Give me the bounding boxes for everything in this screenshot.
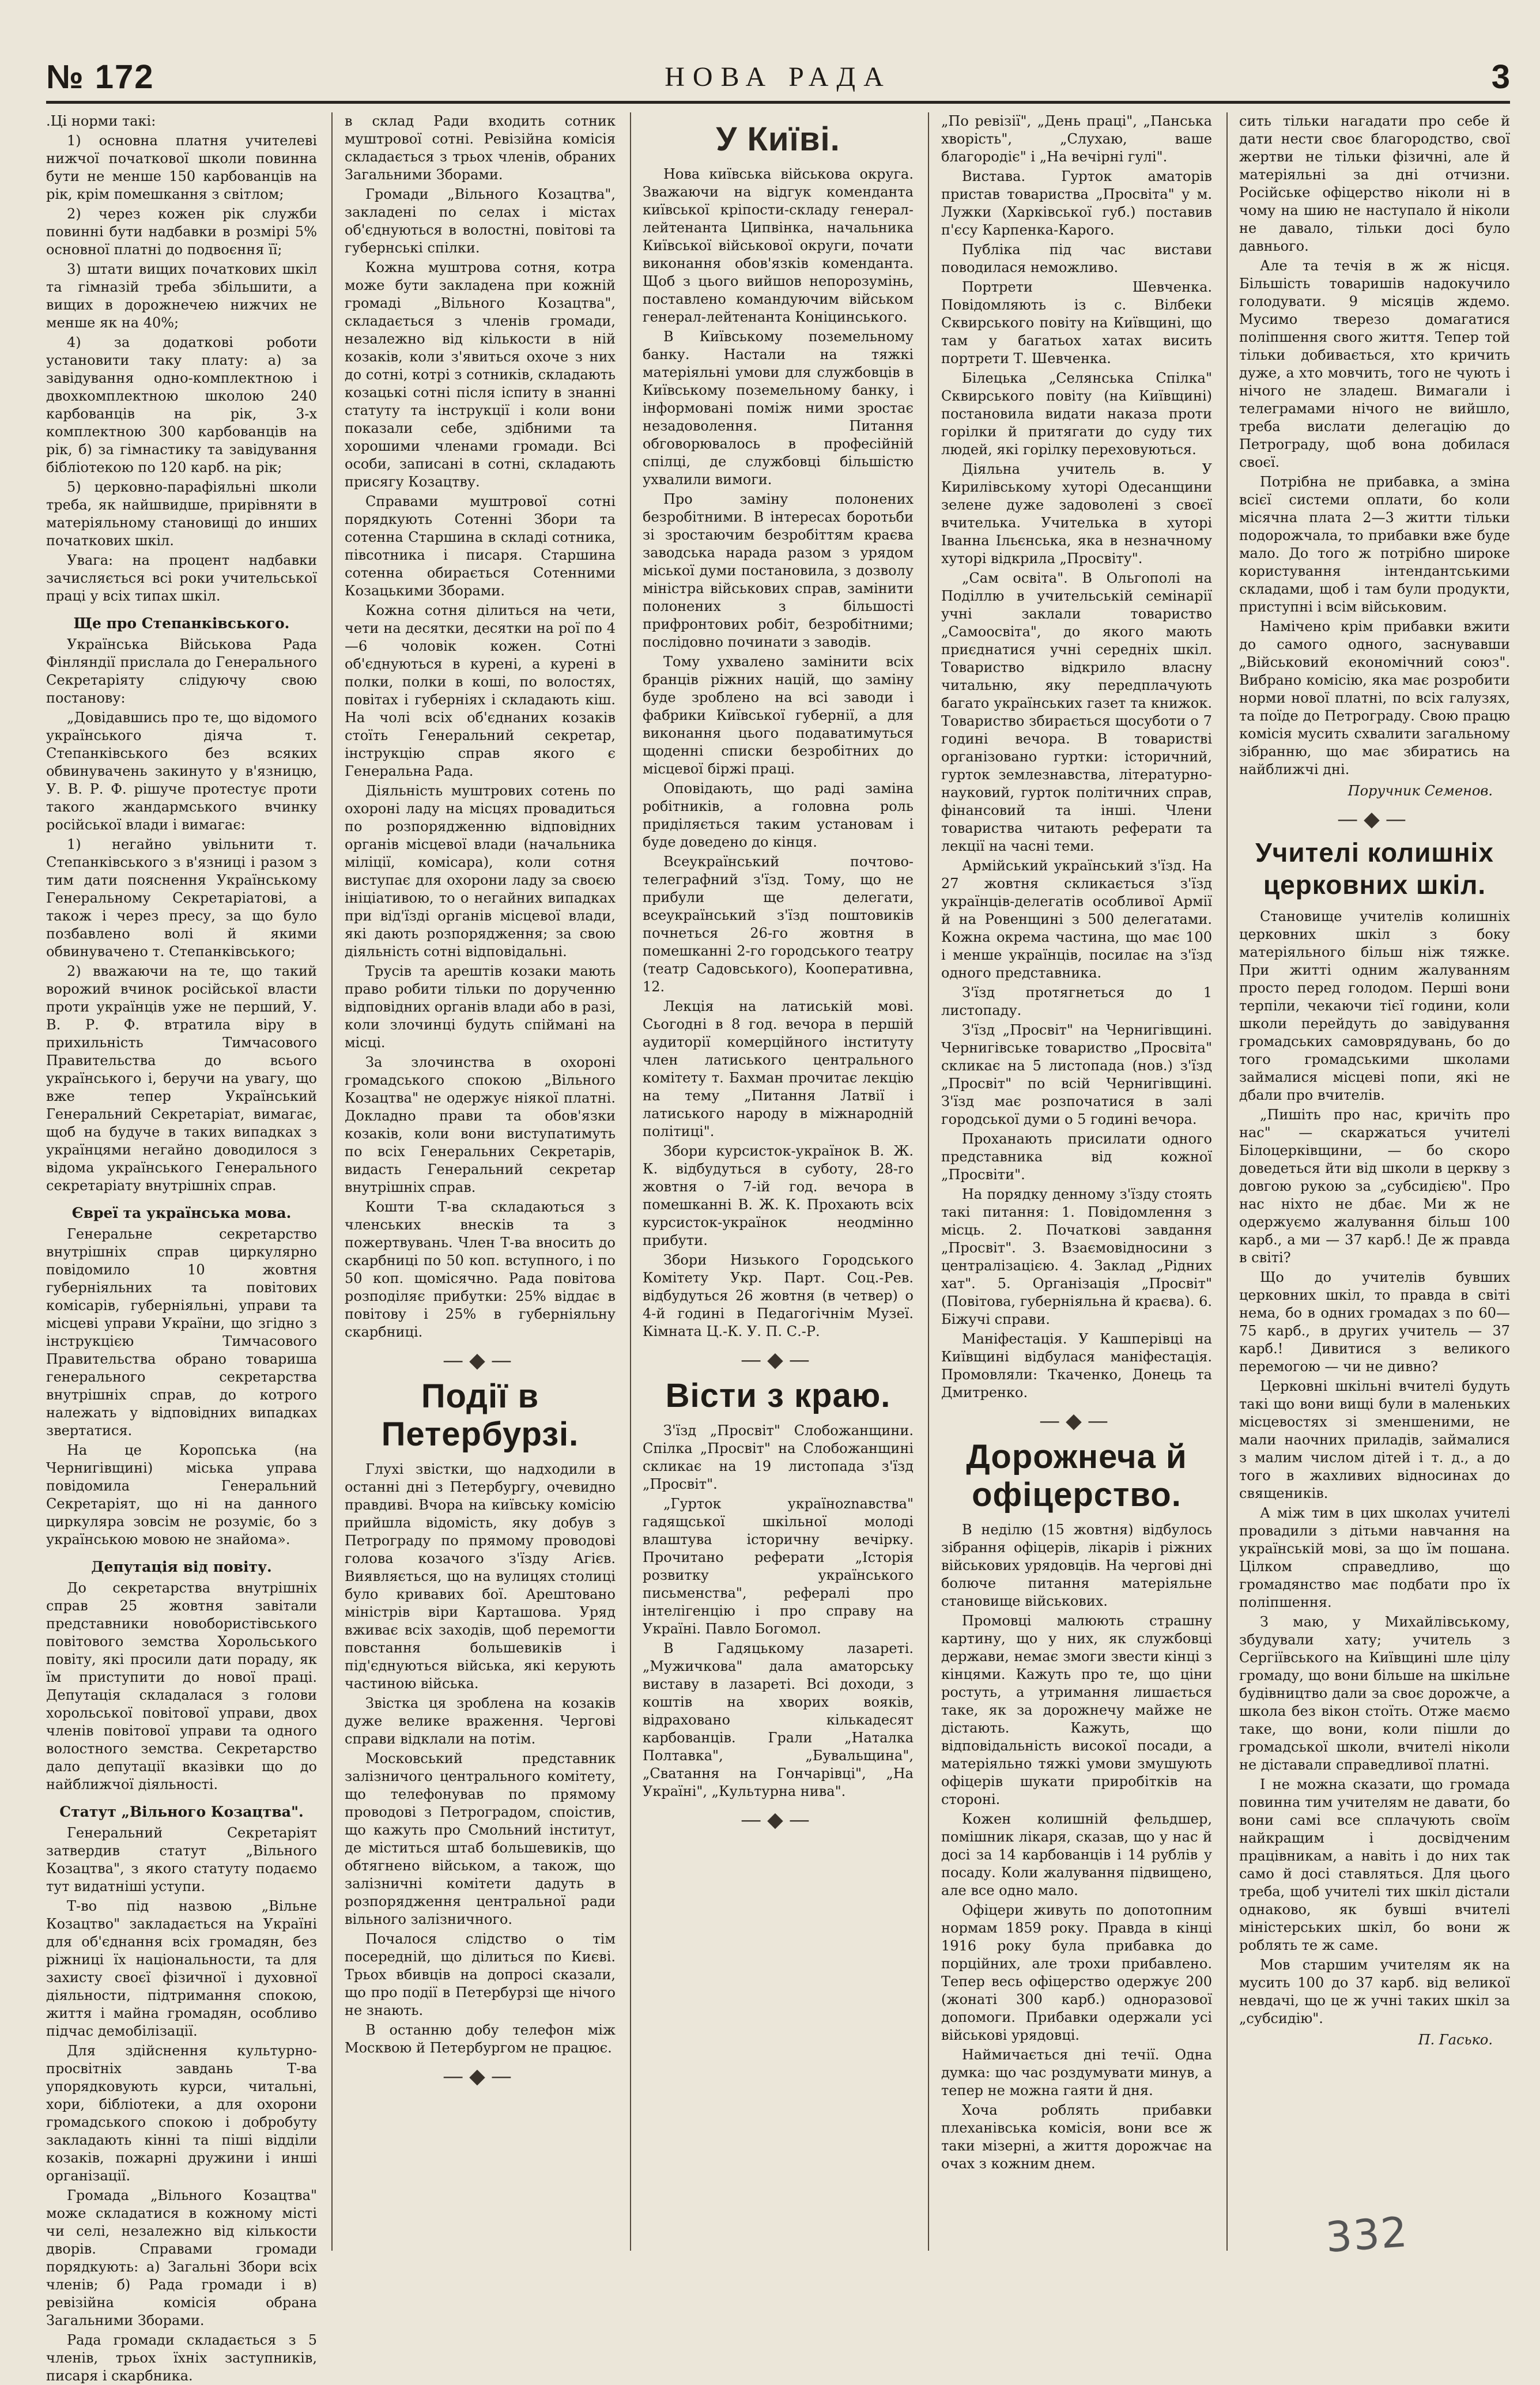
news-item: В Київському поземельному банку. Настали на тяжкі матеріяльні умови для службовців в Київському поземельному банку, і інформовані поміж ними зростає незадоволення. Питання обговорювалось в професійній спілці, де службовці більшістю ухвалили вимоги. <box>643 329 914 488</box>
section-heading: Статут „Вільного Козацтва". <box>59 1803 304 1820</box>
article-paragraph: Громади „Вільного Козацтва", закладені по селах і містах об'єднуються в волостні, повітові та губернські спілки. <box>345 186 616 256</box>
news-item: „Гурток україноznавства" гадящської шкільної молоді влаштува історичну вечірку. Прочитано реферати „Історія розвитку українського письменства", рефералі про інтелігенцію і про справу на Україні. Павло Богомол. <box>643 1496 914 1637</box>
news-item: Маніфестація. У Кашперівці на Київщині відбулася маніфестація. Промовляли: Ткаченко, Донець та Дмитренко. <box>941 1331 1212 1401</box>
news-item: Армійський український з'їзд. На 27 жовтня скликається з'їзд українців-делегатів особливої Армії й на Ровенщині з 500 делегатами. Кожна окрема частина, що має 100 і менше українців, посилає на з'їзд одного представника. <box>941 858 1212 981</box>
section-heading: Ще про Степанківського. <box>73 615 290 632</box>
norm-item: 2) через кожен рік служби повинні бути надбавки в розмірі 5% основної платні до подвоєння її; <box>46 206 317 258</box>
ornament-divider: —◆— <box>741 1808 816 1832</box>
news-item: Проханають присилати одного представника від кожної „Просвіти". <box>941 1131 1212 1183</box>
article-paragraph: Діяльність муштрових сотень по охороні ладу на місцях провадиться по розпорядженню відповідних органів місцевої влади (начальника міліції, комісара), коли сотня виступає для охорони ладу за своєю ініціативою, то о негайних випадках при від'їзді органів місцевої влади, які дають розпорядження; за свою діяльність сотні відповідальні. <box>345 783 616 960</box>
article-paragraph: Але та течія в ж ж нісця. Більшість товаришів надокучило голодувати. 9 місяців ждемо. Мусимо тверезо домагатися поліпшення свого життя. Тепер той тільки добивається, хто кричить дуже, а хто мовчить, того не чують і нічого не зладеш. Вимагали і телеграмами нічого не вийшло, треба вислати делегацію до Петрограду, щоб вона добилася своєї. <box>1239 258 1510 470</box>
norm-item: 5) церковно-парафіяльні школи треба, як найшвидше, прирівняти в матеріяльному становищі до инших початкових шкіл. <box>46 479 317 549</box>
article-paragraph: Для здійснення культурно-просвітніх завдань Т-ва упорядковують курси, читальні, хори, бібліотеки, а для охорони громадського спокою і добробуту закладають кінні та піші відділи козаків, пожарні дружини і инші організації. <box>46 2043 317 2184</box>
column-1 <box>46 112 317 2384</box>
article-paragraph: Що до учителів бувших церковних шкіл, то правда в світі нема, бо в одних громадах з по 60—75 карб., в других учитель — 37 карб.! Дивитися з великого перемогою — чи не дивно? <box>1239 1269 1510 1375</box>
newspaper-title: НОВА РАДА <box>665 62 892 92</box>
article-paragraph: Церковні шкільні вчителі будуть такі що вони вищі були в маленьких місцевостях зі зменшеними, не мали наочних приладів, займалися з малим числом дітей і т. д., а до того в жахливих відносинах до священиків. <box>1239 1378 1510 1501</box>
article-paragraph: Намічено крім прибавки вжити до самого одного, заснувавши „Військовий економічний союз". Вибрано комісію, яка має розробити норми нової платні, по всіх галузях, та поїде до Петрограду. Свою працю комісія мусить схвалити загальному зібранню, що має збиратись на найближчі дні. <box>1239 618 1510 778</box>
headline-high-prices: Дорожнеча й офіцерство. <box>966 1438 1187 1514</box>
news-item: Портрети Шевченка. Повідомляють із с. Вілбеки Сквирського повіту на Київщині, що там у багатьох хатах висить портрети Т. Шевченка. <box>941 279 1212 367</box>
ornament-divider: —◆— <box>443 1349 518 1372</box>
column-5 <box>1239 112 1510 2256</box>
article-paragraph: Громада „Вільного Козацтва" може складатися в кожному місті чи селі, незалежно від кількости дворів. Справами громади порядкують: а) Загальні Збори всіх членів; б) Рада громади і в) ревізійна комісія обрана Загальними Зборами. <box>46 2187 317 2329</box>
article-paragraph: Генеральне секретарство внутрішніх справ циркулярно повідомило 10 жовтня губерніяльних та повітових комісарів, губерніяльні, управи та місцеві управи України, що згідно з інструкцією Тимчасового Правительства обрано товариша генерального секретарства внутрішніх справ, до котрого належать у відповідних випадках звертатися. <box>46 1226 317 1439</box>
news-item: Збори курсисток-українок В. Ж. К. відбудуться в суботу, 28-го жовтня о 7-ій год. вечора в помешканні В. Ж. К. Прохають всіх курсисток-українок неодмінно прибути. <box>643 1143 914 1248</box>
article-paragraph: До секретарства внутрішніх справ 25 жовтня завітали представники новобористівського повітового земства Хорольського повіту, які просили дати пораду, як їм приступити до нової праці. Депутація складалася з голови хорольської повітової управи, двох членів повітової управи та одного волостного земства. Секретарство дало депутації вказівки що до найближчої діяльності. <box>46 1580 317 1792</box>
norm-item: 4) за додаткові роботи установити таку плату: а) за завідування одно-комплектною і двохкомплектною школою 240 карбованців на рік, 3-х комплектною 300 карбованців на рік, б) за гімнастику та завідування бібліотекою по 120 карб. на рік; <box>46 334 317 476</box>
author-signature: П. Гасько. <box>1418 2032 1493 2048</box>
masthead <box>46 58 1510 112</box>
article-paragraph: Кожна муштрова сотня, котра може бути закладена при кожній громаді „Вільного Козацтва", складається з членів громади, незалежно від кількости в ній козаків, коли з'явиться охоче з них до сотні, котрі з сотників, складають козацькі сотні після іспиту в знанні статуту та інструкції і коли вони показали себе, здібними та хорошими членами громади. Всі особи, записані в сотні, складають присягу Козацтву. <box>345 259 616 490</box>
article-paragraph: Потрібна не прибавка, а зміна всієї системи оплати, бо коли місячна плата 2—3 житти тільки подорожчала, то прибавки вже буде мало. До того ж потрібно широке користування інтендантськими складами, щоб і там були продукти, приступні і всім військовим. <box>1239 474 1510 615</box>
headline-teachers: Учителі колишніх церковних шкіл. <box>1255 837 1494 900</box>
ornament-divider: —◆— <box>741 1348 816 1372</box>
article-paragraph: Кошти Т-ва складаються з членських внесків та з пожертвувань. Член Т-ва вносить до скарбниці по 50 коп. вступного, і по 50 коп. щомісячно. Рада повітова розподіляє прибутки: 25% віддає в повітову і 25% в губерніяльну скарбниці. <box>345 1199 616 1340</box>
section-heading: Депутація від повіту. <box>91 1558 272 1575</box>
article-paragraph: Кожен колишній фельдшер, помішник лікаря, сказав, що у нас й досі за 14 карбованців і 14 рублів у посаду. Коли жалування підвищено, але все одно мало. <box>941 1811 1212 1899</box>
article-paragraph: 2) вважаючи на те, що такий ворожий вчинок російської власти проти українців уже не перший, У. В. Р. Ф. втратила віру в прихильність Тимчасового Правительства до всього українського і, беручи на увагу, що вже тепер Український Генеральний Секретаріат, вимагає, щоб на будуче в таких випадках з українцями негайно доводилося з відома українського Генерального секретаріату внутрішніх справ. <box>46 963 317 1194</box>
column-2 <box>345 112 616 2256</box>
section-heading: Євреї та українська мова. <box>71 1205 292 1221</box>
news-item: Діяльна учитель в. У Кирилівському хуторі Одесанщини зелене дуже задоволені з своєї вчителька. Учителька в хуторі Іванна Ільєнська, яка в незначному хуторі відкрила „Просвіту". <box>941 461 1212 567</box>
article-paragraph: Т-во під назвою „Вільне Козацтво" закладається на Україні для об'єднання всіх громадян, без ріжниці їх національности, та для захисту своєї фізичної і духовної діяльности, підтримання спокою, життя і майна громадян, особливо підчас демобілізації. <box>46 1898 317 2039</box>
author-signature: Поручник Семенов. <box>1348 783 1493 799</box>
header-rule <box>46 101 1510 104</box>
column-divider <box>928 112 929 2251</box>
article-paragraph: Становище учителів колишніх церковних шкіл з боку матеріяльного більш ніж тяжке. При житті одним жалуванням просто перед голодом. Перші вони терпіли, чекаючи тієї години, коли школи перейдуть до завідування громадських самоврядувань, бо до того громадськими школами займалися місцеві попи, які не дбали про вчителів. <box>1239 908 1510 1103</box>
column-3 <box>643 112 914 2256</box>
article-paragraph: І не можна сказати, що громада повинна тим учителям не давати, бо вони самі все сплачують своїм найкращим і досвідченим працівникам, а навіть і до них так само й досі ставляться. Для цього треба, щоб учителі тих шкіл дістали однаково, як бувші вчителі міністерських шкіл, бо вони ж роблять те ж саме. <box>1239 1776 1510 1953</box>
article-paragraph: Офіцери живуть по допотопним нормам 1859 року. Правда в кінці 1916 року була прибавка до порційних, але трохи прибавлено. Тепер весь офіцерство одержує 200 (жонаті 300 карб.) одноразової допомоги. Прибавки одержали усі військові урядовці. <box>941 1902 1212 2043</box>
news-item: „По ревізії", „День праці", „Панська хворість", „Слухаю, ваше благородіє" і „На вечірні гулі". <box>941 113 1212 165</box>
headline-kyiv: У Київі. <box>716 120 840 158</box>
news-item: Лекція на латиській мові. Сьогодні в 8 год. вечора в першій аудиторії комерційного інституту член латиського центрального комітету т. Бахман прочитає лекцію на тему „Питання Латвії і латиського народу в міжнародній політиці". <box>643 998 914 1139</box>
column-divider <box>331 112 333 2251</box>
news-item: Нова київська військова округа. Зважаючи на відгук коменданта київської кріпости-складу генерал-лейтенанта Ципвінка, начальника Київської військової округи, почати виконання обов'язків коменданта. Щоб з цього вийшов непорозумінь, поставлено командуючим військом генерал-лейтенанта Коніцинського. <box>643 166 914 325</box>
news-item: Публіка під час вистави поводилася неможливо. <box>941 241 1212 276</box>
issue-number: № 172 <box>46 58 154 96</box>
ornament-divider: —◆— <box>1039 1409 1114 1433</box>
news-item: На порядку денному з'їзду стоять такі питання: 1. Повідомлення з місць. 2. Початкові завдання „Просвіт". 3. Взаємовідносини з централізацією. 4. Заклад „Рідних хат". 5. Організація „Просвіт" (Повітова, губерніяльна й краєва). 6. Біжучі справи. <box>941 1186 1212 1327</box>
article-paragraph: Глухі звістки, що надходили в останні дні з Петербургу, очевидно правдиві. Вчора на київську комісію прийшла відомість, яку добув з Петрограду по прямому проводові голова козачого з'їзду Агієв. Виявляється, що на вулицях столиці було кривавих бої. Арештовано міністрів віри Карташова. Уряд вживає всіх заходів, щоб перемогти повстання большевиків і під'єднуються війська, які керують частиною війська. <box>345 1461 616 1692</box>
news-item: „Сам освіта". В Ольгополі на Поділлю в учительській семінарії учні заклали товариство „Самоосвіта", до якого мають приєднатися учні середніх шкіл. Товариство відкрило власну читальню, яку передплачують багато українських газет та книжок. Товариство збирається щосуботи о 7 годині вечора. В товаристві організовано гуртки: історичний, гурток землезнавства, літературно-науковий, гурток політичних справ, фінансовий та інші. Члени товариства читають реферати та лекції на часні теми. <box>941 570 1212 854</box>
news-item: З'їзд „Просвіт" Слобожанщини. Спілка „Просвіт" на Слобожанщині скликає на 19 листопада з'їзд „Просвіт". <box>643 1422 914 1492</box>
column-divider <box>630 112 631 2251</box>
headline-petersburg: Події в Петербурзі. <box>381 1378 579 1453</box>
article-paragraph: Почалося слідство о тім посередній, що ділиться по Києві. Трьох вбивців на допросі сказали, що про події в Петербурзі ще нічого не знають. <box>345 1931 616 2018</box>
article-paragraph: Кожна сотня ділиться на чети, чети на десятки, десятки на рої по 4—6 чоловік кожен. Сотні об'єднуються в курені, а курені в полки, полки в коші, по волостях, повітах і губерніях і складають кіш. На чолі всіх об'єднаних козаків стоїть Генеральний секретар, інструкцію справ якого є Генеральна Рада. <box>345 602 616 779</box>
headline-regional-news: Вісти з краю. <box>665 1377 891 1414</box>
article-paragraph: Рада громади складається з 5 членів, трьох їхніх заступників, писаря і скарбника. <box>46 2332 317 2384</box>
page-number: 3 <box>1491 58 1510 96</box>
article-paragraph: Промовці малюють страшну картину, що у них, як службовці держави, немає змоги звести кінці з кінцями. Кажуть про те, що ціни ростуть, а утримання лишається таке, як за дорожнечу майже не дістають. Кажуть, що відповідальність високої посади, а матеріяльно тяжкі умови змушують офіцерів шукати приробітків на стороні. <box>941 1613 1212 1807</box>
article-paragraph: З маю, у Михайлівському, збудували хату; учитель з Сергіївського на Київщині шле цілу громаду, що вони більше на шкільне будівництво дали за своє дорожче, а школа без вікон стоїть. Отже маємо таке, що вони, коли пішли до громадської школи, вчителі ніколи не діставали справедливої платні. <box>1239 1614 1510 1773</box>
ornament-divider: —◆— <box>443 2065 518 2088</box>
article-paragraph: В неділю (15 жовтня) відбулось зібрання офіцерів, лікарів і ріжних військових урядовців. На чергові дні болюче питання матеріяльне становище військових. <box>941 1522 1212 1609</box>
ornament-divider: —◆— <box>1337 807 1412 831</box>
intro-line: .Ці норми такі: <box>46 113 156 129</box>
article-paragraph: Хоча роблять прибавки плеханівська комісія, вони все ж таки мізерні, а життя дорожчає на очах з кожним днем. <box>941 2102 1212 2172</box>
article-paragraph: Наймичається дні течії. Одна думка: що час роздумувати минув, а тепер не можна гаяти й дня. <box>941 2047 1212 2099</box>
archive-stamp-number: 332 <box>1324 2207 1410 2262</box>
norm-item: 1) основна платня учителеві нижчої початкової школи повинна бути не менше 150 карбованців на рік, крім помешкання з світлом; <box>46 133 317 202</box>
news-item: Всеукраїнський почтово-телеграфний з'їзд. Тому, що не прибули ще делегати, всеукраїнський з'їзд поштовиків почнеться 26-го жовтня в помешканні 2-го городського театру (театр Садовського), Кооперативна, 12. <box>643 854 914 995</box>
article-paragraph: „Довідавшись про те, що відомого українського діяча т. Степанківського без всяких обвинувачень закинуто у в'язницю, У. В. Р. Ф. рішуче протестує проти такого жандармського вчинку російської влади і вимагає: <box>46 710 317 833</box>
article-paragraph: Справами муштрової сотні порядкують Сотенні Збори та сотенна Старшина в складі сотника, півсотника і писаря. Старшина сотенна обирається Сотенними Козацькими Зборами. <box>345 493 616 599</box>
news-item: В Гадяцькому лазареті. „Мужичкова" дала аматорську виставу в лазареті. Всі доходи, з коштів на хворих вояків, відраховано кількадесят карбованців. Грали „Наталка Полтавка", „Бувальщина", „Сватання на Гончарівці", „На Україні", „Культурна нива". <box>643 1640 914 1799</box>
article-paragraph: 1) негайно увільнити т. Степанківського з в'язниці і разом з тим дати пояснення Українському Генеральному Секретаріатові, а також і через пресу, за що було позбавлено волі й якими обвинувачено т. Степанківського; <box>46 836 317 960</box>
article-paragraph: В останню добу телефон між Москвою й Петербургом не працює. <box>345 2022 616 2056</box>
news-item: Тому ухвалено замінити всіх бранців ріжних націй, що заміну буде зроблено на всі заводи і фабрики Київської губернії, а для виконання цього подаватимуться щоденні списки безробітних до місцевої біржі праці. <box>643 654 914 777</box>
column-divider <box>1226 112 1228 2251</box>
news-item: Збори Низького Городського Комітету Укр. Парт. Соц.-Рев. відбудуться 26 жовтня (в четвер) о 4-й годині в Педагогічнім Музеї. Кімната Ц.-К. У. П. С.-Р. <box>643 1252 914 1339</box>
news-item: З'їзд „Просвіт" на Чернигівщині. Чернигівське товариство „Просвіта" скликає на 5 листопада (нов.) з'їзд „Просвіт" по всій Чернигівщині. З'їзд має розпочатися в залі городської думи о 5 годині вечора. <box>941 1022 1212 1127</box>
article-paragraph: Мов старшим учителям як на мусить 100 до 37 карб. від великої невдачі, що це ж учні таких шкіл за „субсидію". <box>1239 1957 1510 2027</box>
article-paragraph: А між тим в цих школах учителі провадили з дітьми навчання на українській мові, за що їм пошана. Цілком справедливо, що громадянство має подбати про їх поліпшення. <box>1239 1505 1510 1610</box>
news-item: З'їзд протягнеться до 1 листопаду. <box>941 984 1212 1018</box>
article-paragraph: „Пишіть про нас, кричіть про нас" — скаржаться учителі Білоцерківщини, — бо скоро доведеться йти від школи в церкву з довгою рукою за „субсидією". Про нас ніхто не дбає. Ми ж не одержуємо жалування більш 100 карб., а ми — 37 карб.! Де ж правда в світі? <box>1239 1107 1510 1266</box>
norm-item: 3) штати вищих початкових шкіл та гімназій треба збільшити, а вищих в дорожнечею нижчих не менше як на 40%; <box>46 261 317 331</box>
article-paragraph: Звістка ця зроблена на козаків дуже велике враження. Чергові справи відклали на потім. <box>345 1695 616 1747</box>
article-paragraph: Українська Військова Рада Фінляндії прислала до Генерального Секретаріяту слідуючу свою постанову: <box>46 636 317 706</box>
article-paragraph: Генеральний Секретаріят затвердив статут „Вільного Козацтва", з якого статуту подаємо тут видатніші уступи. <box>46 1825 317 1895</box>
note-paragraph: Увага: на процент надбавки зачисляється всі роки учительської праці у всіх типах шкіл. <box>46 552 317 604</box>
article-paragraph: За злочинства в охороні громадського спокою „Вільного Козацтва" не одержує ніякої платні. Докладно прави та обов'язки козаків, коли вони виступатимуть по всіх Генеральних Секретарів, видасть Генеральний секретар внутрішніх справ. <box>345 1054 616 1195</box>
article-paragraph: сить тільки нагадати про себе й дати нести своє благородство, свої жертви не тільки фізичні, але й матеріяльні за дні отчизни. Російське офіцерство ніколи ні в чому на шию не наступало й ніколи не давало, тільки досі було давнього. <box>1239 113 1510 254</box>
article-paragraph: в склад Ради входить сотник муштрової сотні. Ревізійна комісія складається з трьох членів, обраних Загальними Зборами. <box>345 113 616 183</box>
article-paragraph: Московський представник залізничого центрального комітету, що телефонував по прямому проводові з Петроградом, споістив, що кажуть про Смольний інститут, де міститься штаб большевиків, що обтягнено військом, а також, що залізничні комітети дадуть в розпорядження центральної ради вільного залізничного. <box>345 1750 616 1927</box>
article-paragraph: Трусів та арештів козаки мають право робити тільки по дорученню відповідних органів влади або в разі, коли злочинці будуть спіймані на місці. <box>345 963 616 1051</box>
article-paragraph: На це Коропська (на Чернигівщині) міська управа повідомила Генеральний Секретаріят, що ні на данного циркуляра зовсім не розуміє, бо з українською мовою не знайома». <box>46 1442 317 1548</box>
news-item: Про заміну полонених безробітними. В інтересах боротьби зі зростаючим безробіттям краєва заводська нарада разом з урядом міської думи постановила, з дозволу міністра військових справ, замінити полонених з більшості прифронтових робіт, безробітними; послідовно починати з заводів. <box>643 491 914 650</box>
column-4 <box>941 112 1212 2256</box>
news-item: Вистава. Гурток аматорів пристав товариства „Просвіта" у м. Лужки (Харківської губ.) поставив п'єсу Карпенка-Карого. <box>941 168 1212 238</box>
news-item: Оповідають, що раді заміна робітників, а головна роль приділяється таким установам і буде доведено до кінця. <box>643 780 914 850</box>
news-item: Білецька „Селянська Спілка" Сквирського повіту (на Київщині) постановила видати наказа проти горілки й притягати до суду тих людей, які горілку переховуються. <box>941 370 1212 458</box>
